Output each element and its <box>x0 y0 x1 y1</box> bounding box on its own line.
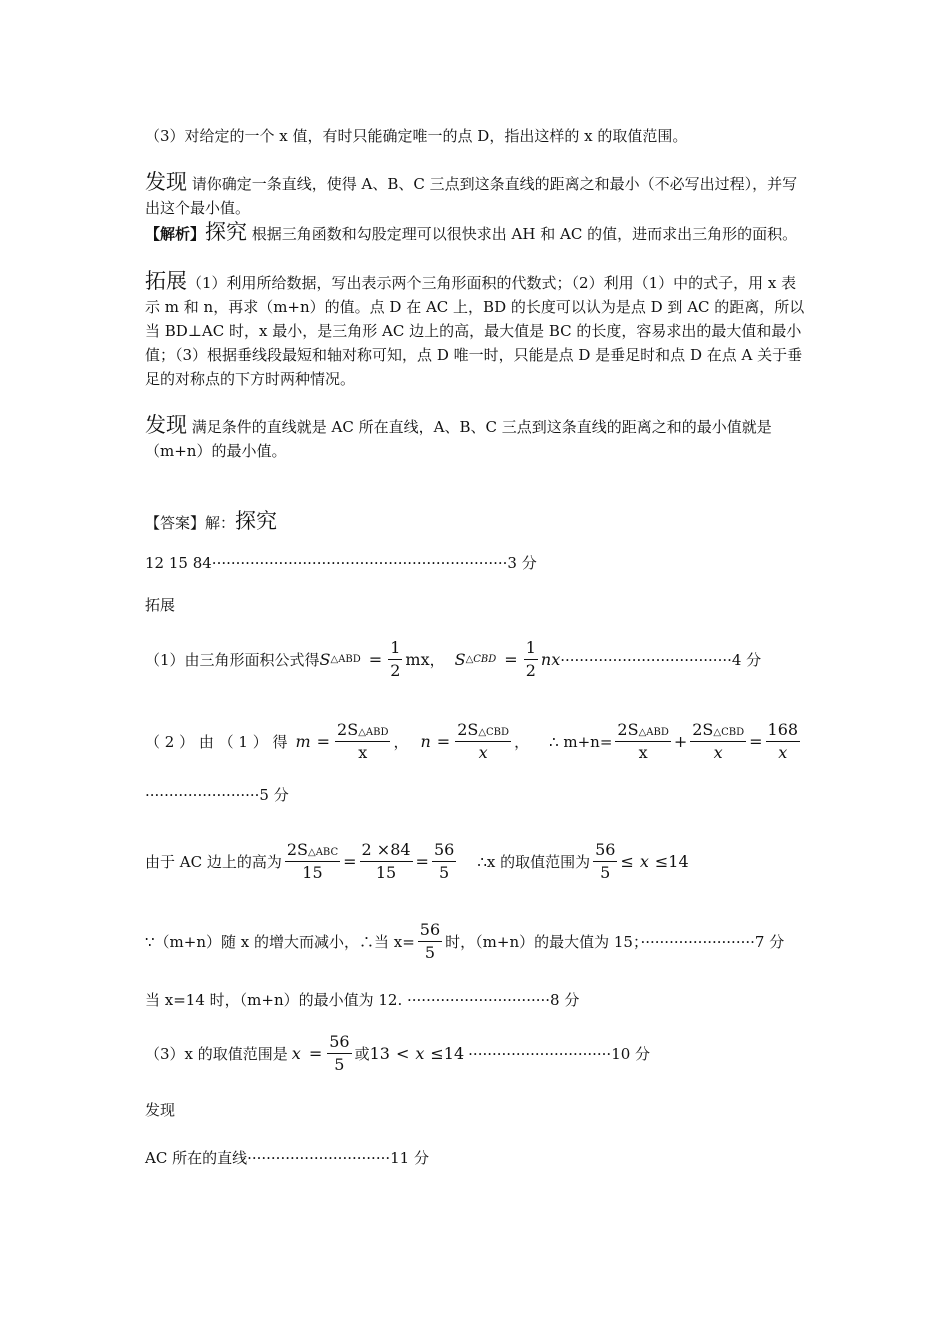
frac-num: 56 <box>418 922 442 942</box>
equals-5: = <box>749 732 763 751</box>
half-fraction <box>388 640 402 679</box>
row2-prefix: （ 2 ） 由 （ 1 ） 得 <box>145 733 288 751</box>
explore-keyword: 探究 <box>205 220 248 244</box>
frac-num: 2S△ABD <box>335 722 390 742</box>
answer-row-1 <box>145 640 761 679</box>
x-var-2: x <box>291 1044 301 1063</box>
plus-sign: + <box>673 732 688 751</box>
frac-num: 2S△ABD <box>615 722 670 742</box>
comma: ， <box>429 651 445 669</box>
frac-num: 168 <box>766 722 801 742</box>
row1-end: ····································4 分 <box>560 651 762 669</box>
answer-row-2-cont: ························5 分 <box>145 786 289 804</box>
le-sign: ≤ <box>620 852 634 871</box>
frac-num: 56 <box>593 842 617 862</box>
n-fraction <box>455 722 511 761</box>
discover-keyword-2: 发现 <box>145 413 187 437</box>
cbd-sub: △CBD <box>465 654 497 665</box>
row6-end: ······························10 分 <box>468 1045 651 1063</box>
frac-num: 2S△CBD <box>690 722 746 742</box>
analysis-discover-text: 满足条件的直线就是 AC 所在直线，A、B、C 三点到这条直线的距离之和的最小值就是（m+n）的最小值。 <box>145 418 772 460</box>
frac-den: x <box>713 743 723 762</box>
frac-den: x <box>478 743 488 762</box>
half-fraction-2 <box>524 640 538 679</box>
answer-row-6 <box>145 1034 650 1073</box>
answer-row-4 <box>145 922 784 961</box>
equals-6: = <box>343 852 357 871</box>
discover-question-text: 请你确定一条直线，使得 A、B、C 三点到这条直线的距离之和最小（不必写出过程），并写出这个最小值。 <box>145 175 798 217</box>
row6-prefix: （3）x 的取值范围是 <box>145 1045 288 1063</box>
area-fraction <box>360 842 413 881</box>
frac-num: 1 <box>524 640 538 660</box>
row4-a: ∵（m+n）随 x 的增大而减小，∴当 x= <box>145 933 415 951</box>
nx-term: nx <box>540 650 561 669</box>
answer-row-2 <box>145 722 803 761</box>
frac-den: 5 <box>424 943 436 962</box>
answer-line-1: 12 15 84······························································3 分 <box>145 554 537 572</box>
answer-row-3 <box>145 842 689 881</box>
frac-num: 56 <box>432 842 456 862</box>
analysis-extend <box>145 269 807 391</box>
s-symbol: S <box>319 650 331 669</box>
sum-fraction-2 <box>690 722 746 761</box>
m-fraction <box>335 722 390 761</box>
x-eq-fraction <box>327 1034 351 1073</box>
discover-question <box>145 170 807 220</box>
discover-keyword: 发现 <box>145 170 187 194</box>
n-var: n <box>420 732 431 751</box>
row4-b: 时，（m+n）的最大值为 15；························7 分 <box>445 933 785 951</box>
row3-mid: ∴x 的取值范围为 <box>477 853 591 871</box>
frac-den: x <box>358 743 368 762</box>
comma-3: ， <box>514 733 530 751</box>
x-var: x <box>639 852 649 871</box>
value-fraction <box>432 842 456 881</box>
frac-den: 5 <box>600 863 611 882</box>
frac-den: 5 <box>334 1055 345 1074</box>
answer-heading <box>145 505 277 535</box>
frac-den: 5 <box>439 863 450 882</box>
equals-8: = <box>308 1044 323 1063</box>
frac-den: 15 <box>302 863 323 882</box>
analysis-explore <box>145 220 807 246</box>
or-word: 或 <box>354 1045 370 1063</box>
frac-num: 56 <box>327 1034 351 1054</box>
frac-num: 2S△CBD <box>455 722 511 742</box>
lt-sign: < <box>395 1044 410 1063</box>
equals-2: = <box>504 650 518 669</box>
equals-7: = <box>415 852 429 871</box>
answer-last-line: AC 所在的直线······························11 分 <box>145 1149 429 1167</box>
le-sign-3: ≤ <box>430 1044 444 1063</box>
thirteen: 13 <box>369 1044 390 1063</box>
analysis-tag: 【解析】 <box>145 225 206 243</box>
fourteen-2: 14 <box>443 1044 465 1063</box>
answer-row-5: 当 x=14 时，（m+n）的最小值为 12. ······························8 分 <box>145 991 580 1009</box>
therefore-sum: ∴ m+n= <box>549 732 613 751</box>
analysis-discover <box>145 413 807 463</box>
frac-num: 2 ×84 <box>360 842 413 862</box>
frac-num: 2S△ABC <box>285 842 340 862</box>
x-value-fraction <box>418 922 442 961</box>
frac-den: 15 <box>375 863 397 882</box>
le-sign-2: ≤ <box>654 852 669 871</box>
analysis-extend-text: （1）利用所给数据，写出表示两个三角形面积的代数式；（2）利用（1）中的式子，用 x 表示 m 和 n，再求（m+n）的值。点 D 在 AC 上，BD 的长度可以认为是点 D 到 AC 的距离，所以当 BD⊥AC 时，x 最小，是三角形 AC 边上的高，最大值是 BC 的长度，容易求出的最大值和最小值；（3）根据垂线段最短和轴对称可知，点 D 唯一时，只能是点 D 是垂足时和点 D 在点 A 关于垂足的对称点的下方时两种情况。 <box>145 274 805 388</box>
frac-den: 2 <box>525 661 536 680</box>
height-fraction <box>285 842 340 881</box>
result-fraction <box>766 722 801 761</box>
x-var-3: x <box>415 1044 425 1063</box>
frac-den: x <box>638 743 648 762</box>
analysis-explore-text: 根据三角函数和勾股定理可以很快求出 AH 和 AC 的值，进而求出三角形的面积。 <box>247 225 798 243</box>
m-var: m <box>295 732 311 751</box>
question-part-3: （3）对给定的一个 x 值，有时只能确定唯一的点 D，指出这样的 x 的取值范围。 <box>145 127 688 145</box>
range-fraction <box>593 842 617 881</box>
comma-2: ， <box>393 733 409 751</box>
frac-den: x <box>778 743 788 762</box>
answer-discover-heading: 发现 <box>145 1101 176 1119</box>
fourteen: 14 <box>668 852 689 871</box>
extend-keyword: 拓展 <box>145 269 187 293</box>
answer-explore-keyword: 探究 <box>235 509 278 533</box>
sum-fraction-1 <box>615 722 670 761</box>
abd-sub: △ABD <box>330 654 361 665</box>
s-symbol-2: S <box>454 650 466 669</box>
equals-3: = <box>316 732 331 751</box>
answer-extend-heading: 拓展 <box>145 596 176 614</box>
row1-prefix: （1）由三角形面积公式得 <box>145 651 320 669</box>
mx-term: mx <box>405 650 430 669</box>
equals: = <box>368 650 383 669</box>
row3-prefix: 由于 AC 边上的高为 <box>145 853 282 871</box>
answer-tag: 【答案】解： <box>145 514 236 532</box>
frac-num: 1 <box>388 640 402 660</box>
frac-den: 2 <box>390 661 401 680</box>
equals-4: = <box>436 732 451 751</box>
